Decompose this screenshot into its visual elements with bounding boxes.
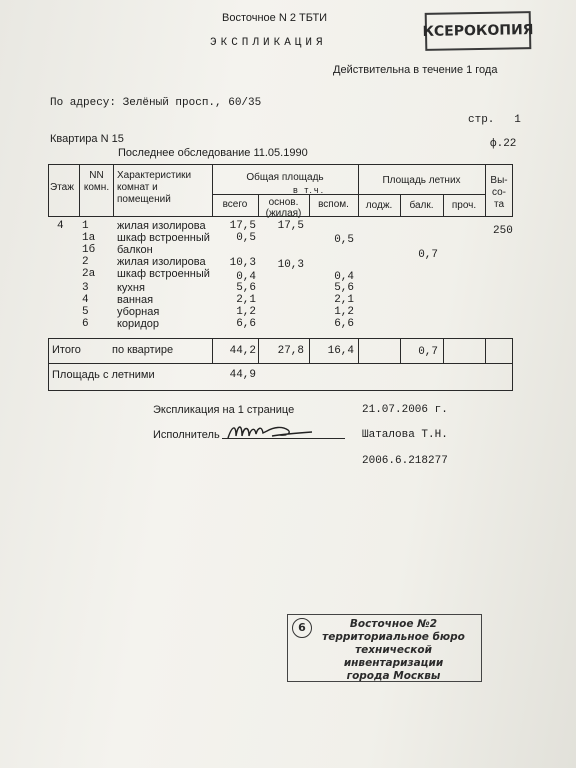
header-including: в т.ч. xyxy=(293,185,326,195)
copy-stamp xyxy=(422,11,534,51)
last-survey: Последнее обследование 11.05.1990 xyxy=(118,147,308,159)
apartment-number: Квартира N 15 xyxy=(50,133,124,145)
room-name: шкаф встроенный xyxy=(117,268,210,280)
room-number: 3 xyxy=(82,282,89,294)
room-aux: 2,1 xyxy=(334,294,354,306)
header-nn-room: комн. xyxy=(83,182,110,193)
pages-note: Экспликация на 1 странице xyxy=(153,404,295,416)
table-row xyxy=(0,256,576,271)
header-other: проч. xyxy=(451,200,477,211)
room-number: 2а xyxy=(82,268,96,280)
executor-name: Шаталова Т.Н. xyxy=(362,429,448,441)
copy-stamp-text: КСЕРОКОПИЯ xyxy=(422,22,534,40)
header-main: основ. xyxy=(268,197,299,208)
room-aux: 1,2 xyxy=(334,306,354,318)
address: По адресу: Зелёный просп., 60/35 xyxy=(50,97,262,109)
stamp-line-1: Восточное №2 xyxy=(349,618,438,630)
room-aux: 0,4 xyxy=(334,271,354,283)
room-number: 6 xyxy=(82,318,89,330)
room-aux: 0,5 xyxy=(334,234,354,246)
header-characteristics-2: комнат и xyxy=(117,182,158,193)
header-characteristics-3: помещений xyxy=(117,194,171,205)
header-all: всего xyxy=(222,199,248,210)
room-number: 1б xyxy=(82,244,96,256)
header-balcony: балк. xyxy=(409,200,434,211)
room-balcony: 0,7 xyxy=(418,249,438,261)
header-floor: Этаж xyxy=(50,182,74,193)
header-loggia: лодж. xyxy=(365,200,393,211)
header-total-area: Общая площадь xyxy=(246,172,324,183)
header-height: Вы- xyxy=(490,175,508,186)
room-number: 2 xyxy=(82,256,89,268)
registration-code: 2006.6.218277 xyxy=(362,455,448,467)
room-total: 6,6 xyxy=(236,318,256,330)
height-value: 250 xyxy=(493,225,513,237)
signature-icon xyxy=(222,418,332,444)
room-name: ванная xyxy=(117,294,154,306)
page-number: стр. 1 xyxy=(468,114,521,126)
total-aux: 16,4 xyxy=(327,345,354,357)
room-name: уборная xyxy=(117,306,160,318)
table-row xyxy=(0,306,576,318)
room-aux: 5,6 xyxy=(334,282,354,294)
room-number: 1а xyxy=(82,232,96,244)
room-aux: 6,6 xyxy=(334,318,354,330)
bti-stamp xyxy=(287,614,482,682)
total-balcony: 0,7 xyxy=(418,346,438,358)
header-nn: NN xyxy=(89,170,104,181)
table-row xyxy=(0,232,576,244)
summer-total-value: 44,9 xyxy=(229,369,256,381)
room-number: 1 xyxy=(82,220,89,232)
floor-value: 4 xyxy=(57,220,64,232)
room-total: 0,5 xyxy=(236,232,256,244)
total-main: 27,8 xyxy=(277,345,304,357)
room-name: кухня xyxy=(117,282,145,294)
stamp-line-4: города Москвы xyxy=(346,670,441,682)
room-main: 10,3 xyxy=(277,259,304,271)
room-total: 17,5 xyxy=(229,220,256,232)
summer-total-label: Площадь с летними xyxy=(52,369,155,381)
total-all: 44,2 xyxy=(229,345,256,357)
table-row xyxy=(0,220,576,232)
room-total: 5,6 xyxy=(236,282,256,294)
room-total: 0,4 xyxy=(236,271,256,283)
room-name: балкон xyxy=(117,244,153,256)
header-characteristics: Характеристики xyxy=(117,170,192,181)
room-number: 5 xyxy=(82,306,89,318)
issue-date: 21.07.2006 г. xyxy=(362,404,448,416)
header-aux: вспом. xyxy=(318,199,349,210)
stamp-line-2: территориальное бюро xyxy=(322,631,465,643)
table-row xyxy=(0,282,576,294)
room-name: жилая изолирова xyxy=(117,256,206,268)
stamp-number: 6 xyxy=(292,618,312,638)
executor-label: Исполнитель xyxy=(153,429,220,441)
room-name: шкаф встроенный xyxy=(117,232,210,244)
room-main: 17,5 xyxy=(277,220,304,232)
form-number: ф.22 xyxy=(490,138,517,150)
header-main-living: (жилая) xyxy=(265,208,302,219)
header-height-3: та xyxy=(493,199,505,210)
stamp-line-3: технической инвентаризации xyxy=(343,644,444,669)
table-row xyxy=(0,318,576,330)
org-name: Восточное N 2 ТБТИ xyxy=(222,12,328,24)
room-total: 2,1 xyxy=(236,294,256,306)
table-row xyxy=(0,268,576,283)
room-name: жилая изолирова xyxy=(117,220,206,232)
room-total: 10,3 xyxy=(229,257,256,269)
doc-title: ЭКСПЛИКАЦИЯ xyxy=(210,37,327,49)
table-row xyxy=(0,294,576,306)
room-name: коридор xyxy=(117,318,159,330)
room-number: 4 xyxy=(82,294,89,306)
header-height-2: со- xyxy=(491,187,506,198)
header-summer-area: Площадь летних xyxy=(382,175,461,186)
room-total: 1,2 xyxy=(236,306,256,318)
total-label: Итого xyxy=(52,344,81,356)
total-label-apartment: по квартире xyxy=(112,344,174,356)
validity-note: Действительна в течение 1 года xyxy=(333,64,498,76)
table-row xyxy=(0,244,576,261)
